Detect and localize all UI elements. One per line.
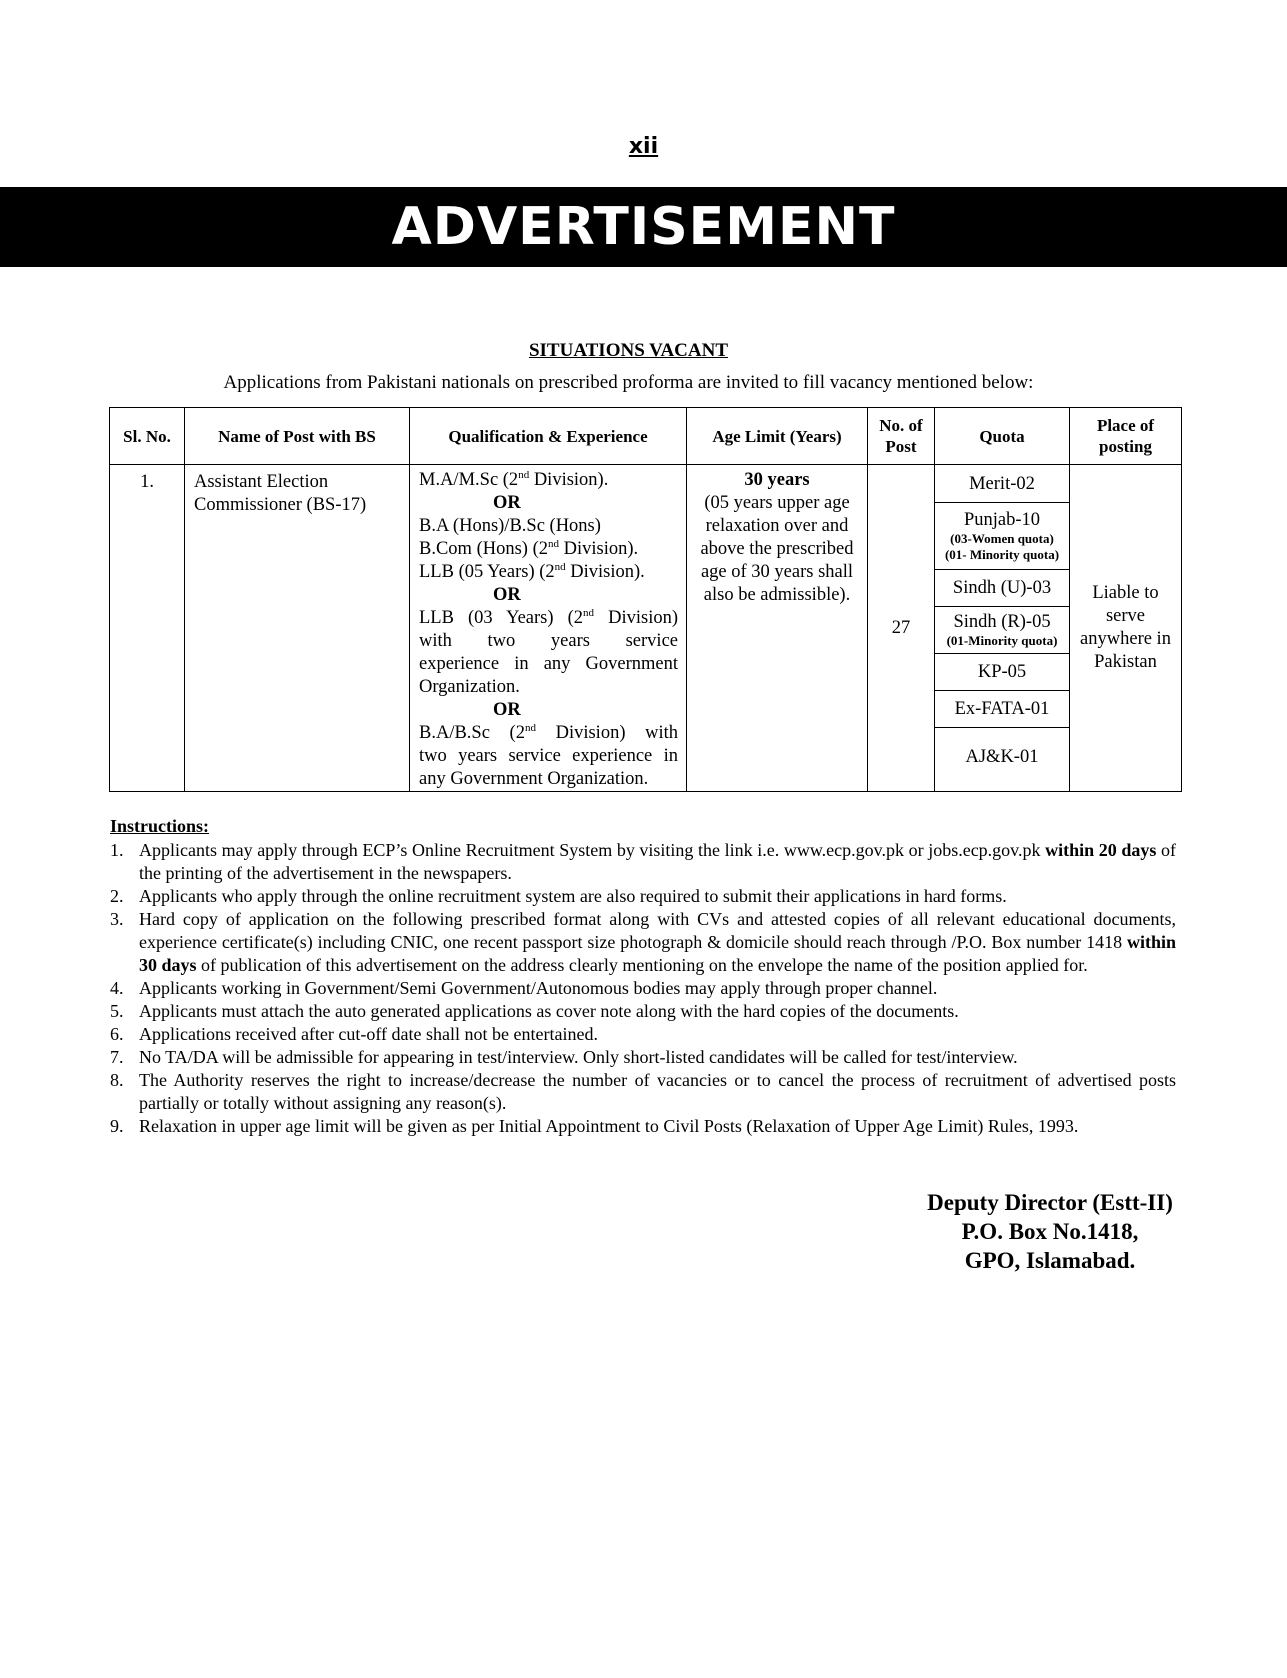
instructions-list (110, 839, 1176, 1138)
cell-post-name: Assistant Election Commissioner (BS-17) (185, 465, 410, 792)
quota-sindh-rural: Sindh (R)-05 (01-Minority quota) (935, 607, 1069, 654)
quota-kp: KP-05 (935, 654, 1069, 691)
cell-quota (935, 465, 1070, 792)
cell-sl-no: 1. (110, 465, 185, 792)
quota-punjab: Punjab-10 (03-Women quota) (01- Minority quota) (935, 503, 1069, 570)
page-number: xii (628, 134, 659, 159)
header-quota: Quota (935, 408, 1070, 465)
list-item: 8. The Authority reserves the right to increase/decrease the number of vacancies or to cancel the process of recruitment of advertised posts partially or totally without assigning any reason(s). (110, 1070, 1176, 1113)
table-header-row (110, 408, 1182, 465)
list-item: 5. Applicants must attach the auto generated applications as cover note along with the hard copies of the documents. (110, 1001, 959, 1021)
intro-text: Applications from Pakistani nationals on prescribed proforma are invited to fill vacancy mentioned below: (223, 372, 1034, 393)
list-item: 2. Applicants who apply through the online recruitment system are also required to submit their applications in hard forms. (110, 886, 1007, 906)
list-item: 7. No TA/DA will be admissible for appearing in test/interview. Only short-listed candidates will be called for test/interview. (110, 1047, 1018, 1067)
quota-merit: Merit-02 (935, 465, 1069, 503)
or-separator: OR (493, 700, 521, 720)
cell-age-limit: 30 years (05 years upper age relaxation over and above the prescribed age of 30 years shall also be admissible). (687, 465, 868, 792)
quota-sindh-urban: Sindh (U)-03 (935, 570, 1069, 607)
signature-block (880, 1188, 1220, 1275)
advertisement-banner: ADVERTISEMENT (0, 187, 1287, 267)
signatory-po-box: P.O. Box No.1418, (961, 1219, 1139, 1244)
or-separator: OR (493, 493, 521, 513)
signatory-city: GPO, Islamabad. (964, 1248, 1136, 1273)
instructions-section (110, 814, 1176, 1138)
signatory-title: Deputy Director (Estt-II) (927, 1190, 1173, 1215)
list-item: 4. Applicants working in Government/Semi Government/Autonomous bodies may apply through proper channel. (110, 978, 938, 998)
header-age-limit: Age Limit (Years) (687, 408, 868, 465)
table-row (110, 465, 1182, 792)
header-no-of-post: No. of Post (868, 408, 935, 465)
list-item: 6. Applications received after cut-off date shall not be entertained. (110, 1024, 598, 1044)
or-separator: OR (493, 585, 521, 605)
header-post-name: Name of Post with BS (185, 408, 410, 465)
cell-no-of-post: 27 (868, 465, 935, 792)
quota-ex-fata: Ex-FATA-01 (935, 691, 1069, 728)
situations-vacant-heading: SITUATIONS VACANT (528, 340, 729, 361)
instructions-title: Instructions: (110, 816, 210, 836)
cell-place-of-posting: Liable to serve anywhere in Pakistan (1070, 465, 1182, 792)
quota-ajk: AJ&K-01 (965, 746, 1039, 767)
header-qualification: Qualification & Experience (410, 408, 687, 465)
cell-qualification: M.A/M.Sc (2nd Division). OR B.A (Hons)/B.Sc (Hons) B.Com (Hons) (2nd Division). LLB (05 Years) (2nd Division). OR LLB (03 Years) (2nd Division) with two years service experience in any Government Organization. OR B.A/B.Sc (2nd Division) with two years service experience in any Government Organization. (410, 465, 687, 792)
list-item: 9. Relaxation in upper age limit will be given as per Initial Appointment to Civil Posts (Relaxation of Upper Age Limit) Rules, 1993. (110, 1116, 1079, 1136)
header-sl-no: Sl. No. (110, 408, 185, 465)
vacancy-table (109, 407, 1182, 792)
header-place: Place of posting (1070, 408, 1182, 465)
list-item: 3. Hard copy of application on the following prescribed format along with CVs and attested copies of all relevant educational documents, experience certificate(s) including CNIC, one recent passport size photograph & domicile should reach through /P.O. Box number 1418 within 30 days of publication of this advertisement on the address clearly mentioning on the envelope the name of the position applied for. (110, 909, 1176, 975)
list-item: 1. Applicants may apply through ECP’s Online Recruitment System by visiting the link i.e. www.ecp.gov.pk or jobs.ecp.gov.pk within 20 days of the printing of the advertisement in the newspapers. (110, 840, 1176, 883)
